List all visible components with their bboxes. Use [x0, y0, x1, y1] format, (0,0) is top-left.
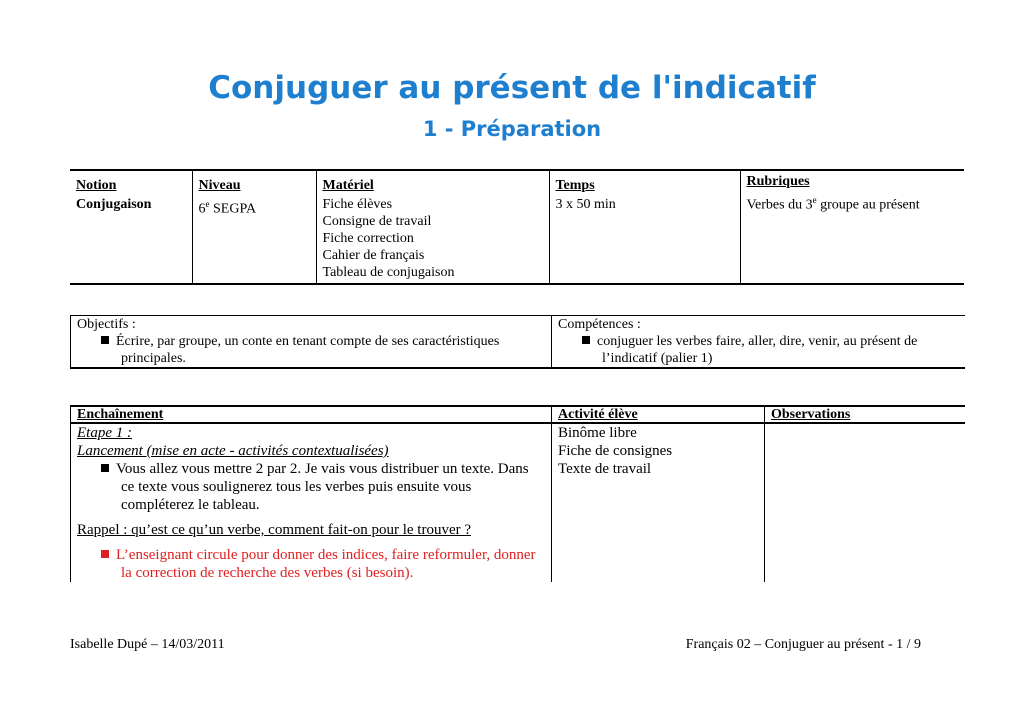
competences-item [558, 333, 959, 367]
competences-label: Compétences : [558, 317, 641, 332]
activity-item: Fiche de consignes [558, 443, 673, 459]
teacher-note-text: L’enseignant circule pour donner des indices, faire reformuler, donner la correction de recherche des verbes (si besoin). [116, 547, 536, 581]
materiel-item: Cahier de français [322, 248, 425, 263]
materiel-item: Tableau de conjugaison [322, 265, 455, 280]
materiel-item: Fiche élèves [322, 197, 393, 212]
rubriques-cell [740, 170, 964, 284]
activity-item: Texte de travail [558, 461, 652, 477]
objectives-table [70, 315, 965, 369]
rappel-text: Rappel : qu’est ce qu’un verbe, comment fait-on pour le trouver ? [77, 522, 472, 538]
materiel-header: Matériel [322, 178, 374, 193]
temps-cell [549, 170, 740, 284]
objectifs-item [77, 333, 545, 367]
niveau-cell [192, 170, 316, 284]
info-table [70, 169, 964, 285]
objectifs-item-text: Écrire, par groupe, un conte en tenant compte de ses caractéristiques principales. [116, 334, 500, 366]
etape-label: Etape 1 : [77, 425, 132, 441]
notion-value: Conjugaison [76, 197, 152, 212]
temps-header: Temps [555, 178, 595, 193]
footer-author-date: Isabelle Dupé – 14/03/2011 [70, 637, 225, 652]
niveau-sup: e [205, 199, 210, 209]
enchainement-header: Enchaînement [71, 406, 552, 423]
square-bullet-icon [582, 336, 590, 344]
instruction-item [77, 460, 545, 514]
square-bullet-icon [101, 464, 109, 472]
materiel-cell [316, 170, 549, 284]
document-subtitle: 1 - Préparation [422, 117, 602, 141]
enchainement-cell [71, 423, 552, 582]
temps-value: 3 x 50 min [555, 197, 616, 212]
observations-header: Observations [765, 406, 965, 423]
sequence-table [70, 405, 965, 582]
observations-cell [765, 423, 965, 582]
rubriques-header: Rubriques [746, 174, 810, 189]
niveau-rest: SEGPA [209, 201, 257, 217]
instruction-text: Vous allez vous mettre 2 par 2. Je vais vous distribuer un texte. Dans ce texte vous soulignerez tous les verbes puis ensuite vous compléterez le tableau. [116, 461, 529, 513]
materiel-item: Consigne de travail [322, 214, 432, 229]
rubriques-pre: Verbes du 3 [746, 197, 813, 213]
niveau-value [199, 196, 310, 218]
red-square-bullet-icon [101, 550, 109, 558]
objectifs-label: Objectifs : [77, 317, 136, 332]
square-bullet-icon [101, 336, 109, 344]
lancement-label: Lancement (mise en acte - activités contextualisées) [77, 443, 389, 459]
teacher-note [77, 546, 545, 582]
niveau-num: 6 [198, 201, 206, 217]
notion-header: Notion [76, 178, 117, 193]
activity-item: Binôme libre [558, 425, 637, 441]
niveau-header: Niveau [198, 178, 241, 193]
objectifs-cell [71, 316, 552, 369]
activite-cell [552, 423, 765, 582]
rubriques-sup: e [812, 195, 817, 205]
materiel-item: Fiche correction [322, 231, 414, 246]
notion-cell [70, 170, 192, 284]
rubriques-value [747, 192, 959, 214]
competences-cell [552, 316, 965, 369]
footer-page-info: Français 02 – Conjuguer au présent - 1 / 9 [685, 637, 921, 652]
competences-item-text: conjuguer les verbes faire, aller, dire, venir, au présent de l’indicatif (palier 1) [597, 334, 918, 366]
document-title: Conjuguer au présent de l'indicatif [208, 70, 816, 106]
activite-header: Activité élève [552, 406, 765, 423]
rubriques-post: groupe au présent [816, 197, 920, 213]
